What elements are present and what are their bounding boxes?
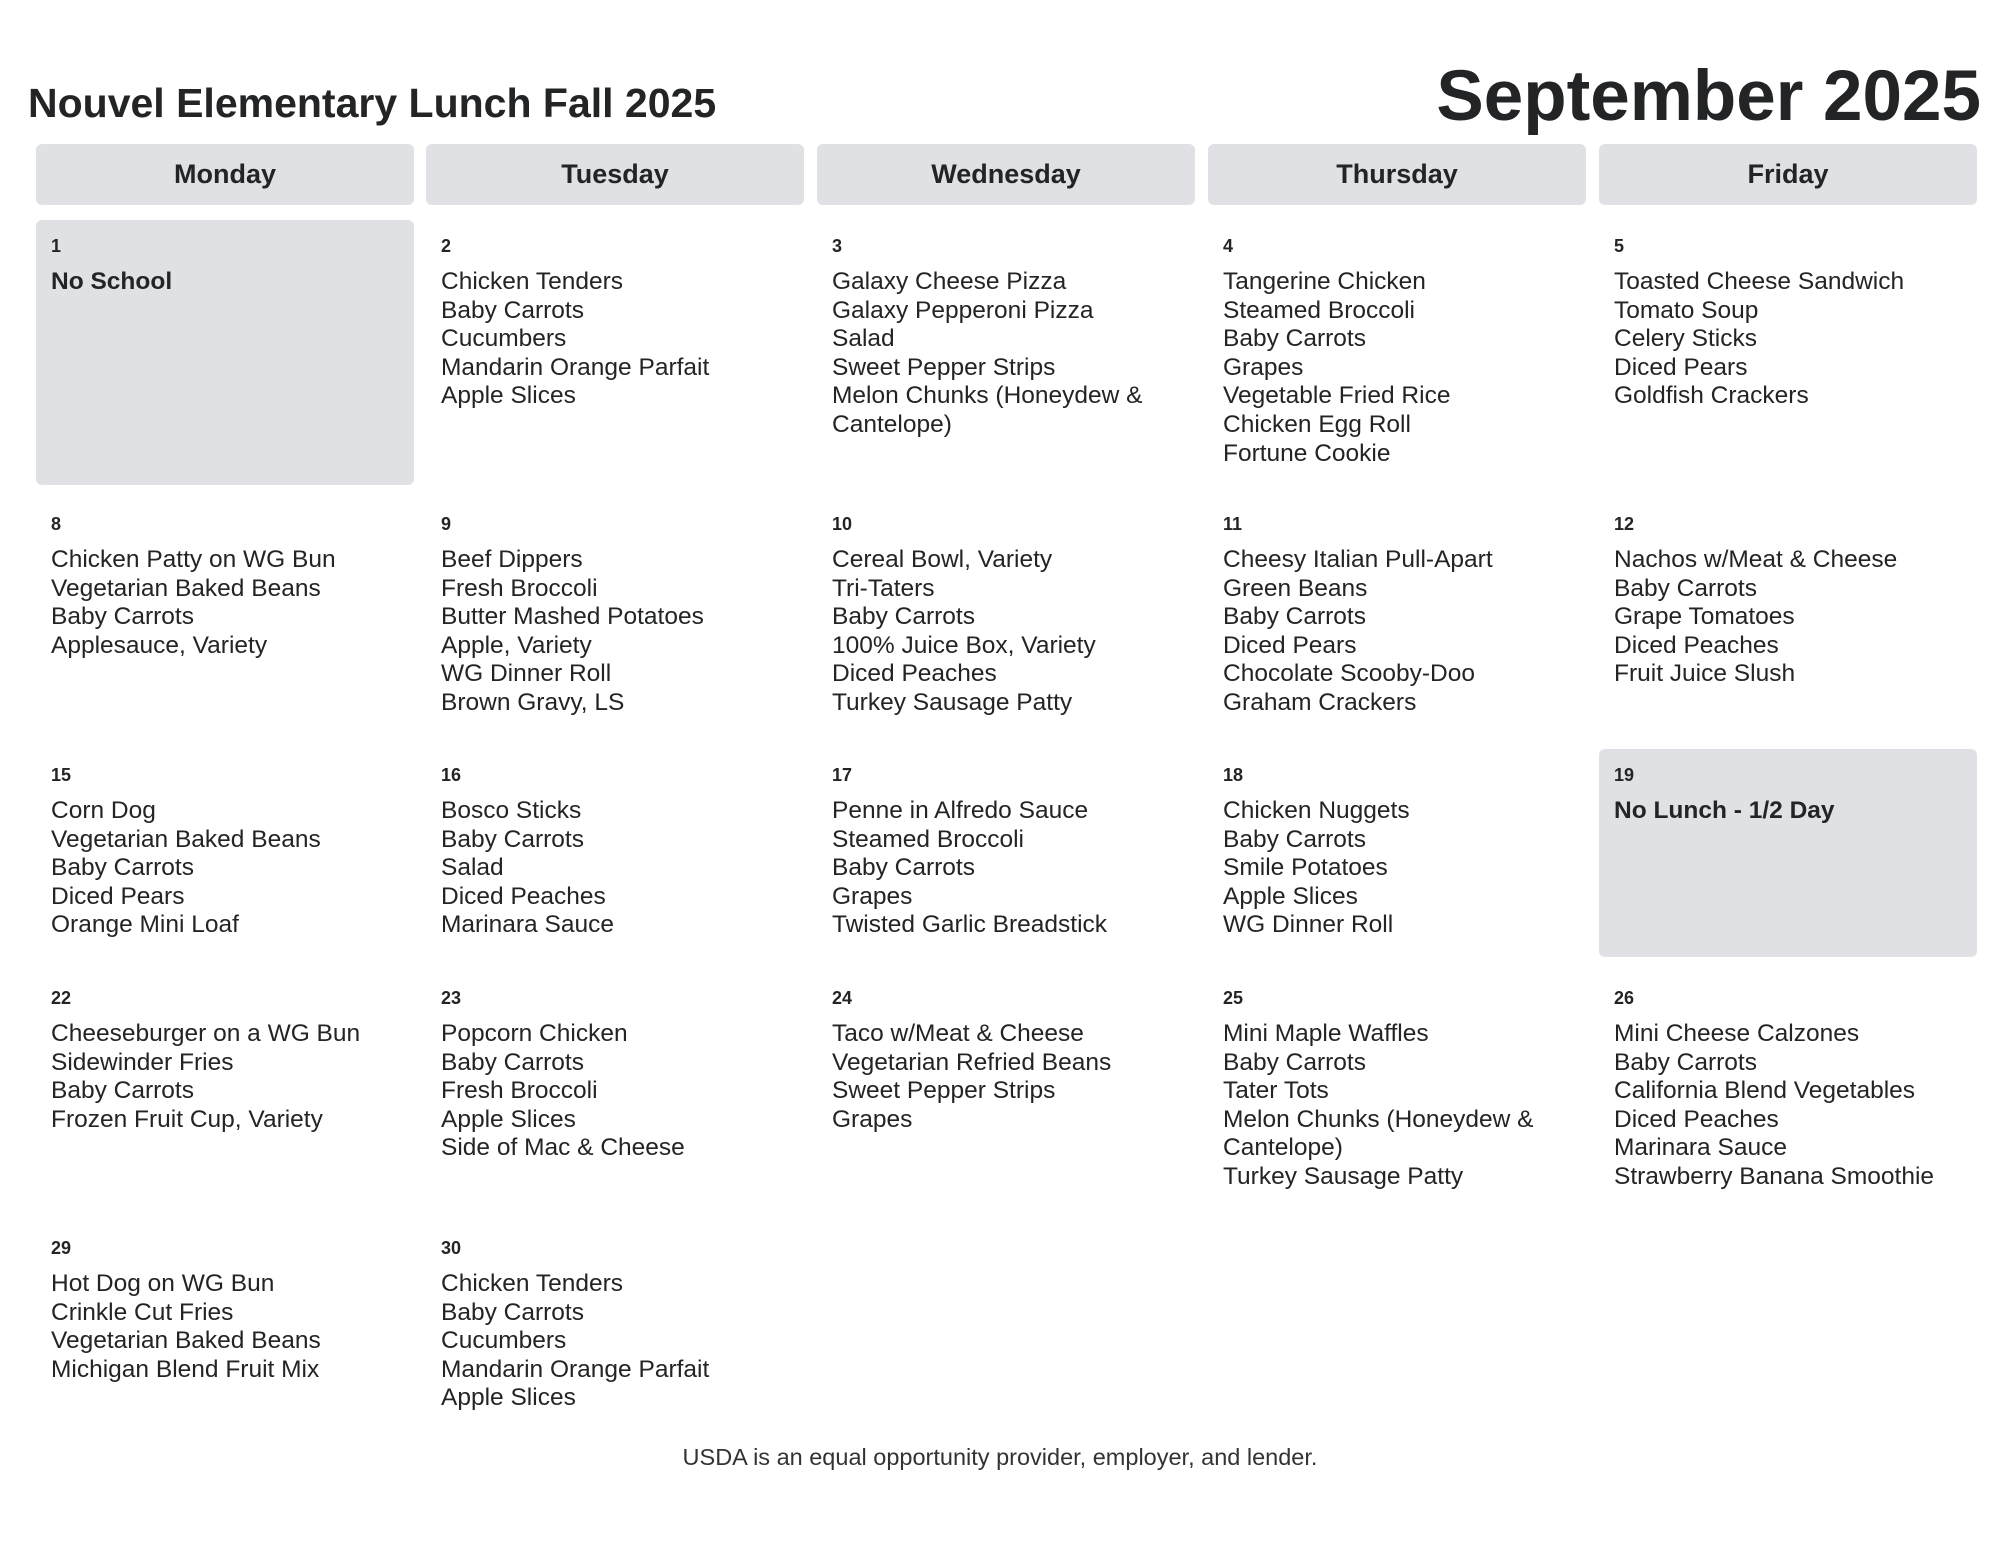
menu-item: Brown Gravy, LS (441, 688, 625, 716)
menu-item: Baby Carrots (832, 603, 975, 631)
menu-item: Apple, Variety (441, 631, 592, 659)
menu-item: Marinara Sauce (1614, 1134, 1787, 1162)
day-number: 1 (51, 236, 62, 256)
menu-list (441, 1020, 796, 1163)
menu-item: Apple Slices (441, 1105, 576, 1133)
menu-item: Chicken Tenders (441, 1270, 624, 1297)
menu-item: Galaxy Cheese Pizza (832, 268, 1067, 295)
menu-item: Taco w/Meat & Cheese (832, 1020, 1084, 1047)
menu-item: Diced Peaches (1614, 631, 1779, 659)
menu-item: Tomato Soup (1614, 296, 1759, 324)
menu-item: Fresh Broccoli (441, 574, 598, 602)
menu-item: Grapes (832, 882, 913, 910)
day-number: 30 (441, 1238, 462, 1258)
closure-note: No Lunch - 1/2 Day (1614, 797, 1835, 824)
menu-item: Apple Slices (441, 382, 576, 410)
menu-item: Diced Peaches (1614, 1105, 1779, 1133)
menu-item: Goldfish Crackers (1614, 382, 1809, 410)
menu-item: Mandarin Orange Parfait (441, 1355, 710, 1383)
menu-item: Melon Chunks (Honeydew & (1223, 1105, 1534, 1133)
menu-item: Celery Sticks (1614, 325, 1757, 353)
day-cell (1599, 749, 1977, 957)
menu-item: Diced Peaches (441, 882, 606, 910)
menu-list (1614, 268, 1969, 411)
day-cell (426, 749, 804, 957)
menu-list (441, 546, 796, 718)
day-number: 12 (1614, 514, 1635, 534)
menu-item: Salad (441, 854, 504, 882)
menu-list (832, 797, 1187, 940)
day-number: 24 (832, 988, 853, 1008)
menu-item: Baby Carrots (51, 854, 194, 882)
menu-item: Vegetarian Baked Beans (51, 1327, 321, 1355)
menu-item: WG Dinner Roll (1223, 911, 1394, 939)
menu-list (1223, 1020, 1578, 1192)
day-number: 15 (51, 765, 72, 785)
menu-item: Cereal Bowl, Variety (832, 546, 1053, 573)
day-cell (1599, 498, 1977, 738)
menu-item: Mandarin Orange Parfait (441, 353, 710, 381)
menu-item: Cucumbers (441, 325, 567, 353)
menu-item: Diced Pears (51, 882, 185, 910)
menu-item: Baby Carrots (441, 1298, 584, 1326)
menu-item: Strawberry Banana Smoothie (1614, 1162, 1935, 1190)
day-number: 16 (441, 765, 462, 785)
menu-item: Frozen Fruit Cup, Variety (51, 1105, 323, 1133)
day-cell (1208, 749, 1586, 957)
menu-item: Fresh Broccoli (441, 1077, 598, 1105)
menu-item: Sweet Pepper Strips (832, 353, 1056, 381)
menu-item: Chicken Nuggets (1223, 797, 1410, 824)
weekday-header-tuesday: Tuesday (426, 144, 804, 205)
day-number: 9 (441, 514, 452, 534)
menu-item: Chicken Egg Roll (1223, 410, 1411, 438)
menu-item: Sidewinder Fries (51, 1048, 234, 1076)
menu-item: Side of Mac & Cheese (441, 1134, 685, 1162)
page-title: Nouvel Elementary Lunch Fall 2025 (28, 80, 717, 126)
menu-list (832, 268, 1187, 440)
day-number: 11 (1223, 514, 1243, 534)
menu-item: Cheesy Italian Pull-Apart (1223, 546, 1493, 573)
day-number: 26 (1614, 988, 1635, 1008)
day-cell (817, 498, 1195, 738)
day-cell (426, 220, 804, 485)
menu-item: Chocolate Scooby-Doo (1223, 660, 1475, 688)
day-cell (426, 972, 804, 1212)
menu-list (51, 1270, 406, 1384)
weekday-header-wednesday: Wednesday (817, 144, 1195, 205)
day-cell (36, 1222, 414, 1452)
menu-item: Penne in Alfredo Sauce (832, 797, 1089, 824)
menu-item: 100% Juice Box, Variety (832, 631, 1096, 659)
menu-list (51, 546, 406, 660)
menu-item: Tater Tots (1223, 1077, 1329, 1105)
menu-item: Hot Dog on WG Bun (51, 1270, 275, 1297)
menu-item: Corn Dog (51, 797, 156, 824)
menu-item: Turkey Sausage Patty (1223, 1162, 1464, 1190)
menu-item: Melon Chunks (Honeydew & (832, 382, 1143, 410)
day-number: 2 (441, 236, 452, 256)
menu-item: Green Beans (1223, 574, 1368, 602)
day-cell (817, 972, 1195, 1212)
day-number: 22 (51, 988, 72, 1008)
menu-item: Orange Mini Loaf (51, 911, 239, 939)
menu-item: Cheeseburger on a WG Bun (51, 1020, 361, 1047)
menu-item: Apple Slices (441, 1384, 576, 1412)
menu-item: Chicken Patty on WG Bun (51, 546, 336, 573)
menu-item: Graham Crackers (1223, 688, 1417, 716)
month-title: September 2025 (1436, 57, 1981, 136)
menu-list (1223, 797, 1578, 940)
menu-list (441, 268, 796, 411)
day-cell (1599, 220, 1977, 485)
weekday-header-thursday: Thursday (1208, 144, 1586, 205)
menu-item: Vegetarian Refried Beans (832, 1048, 1112, 1076)
menu-item: Baby Carrots (1223, 825, 1366, 853)
menu-item: Fortune Cookie (1223, 439, 1391, 467)
menu-item: Baby Carrots (441, 1048, 584, 1076)
menu-item: Nachos w/Meat & Cheese (1614, 546, 1898, 573)
menu-list (51, 268, 406, 297)
menu-item: Twisted Garlic Breadstick (832, 911, 1108, 939)
menu-list (441, 797, 796, 940)
menu-item: Baby Carrots (832, 854, 975, 882)
day-cell (426, 498, 804, 738)
menu-item: Applesauce, Variety (51, 631, 268, 659)
menu-item: Cantelope) (1223, 1134, 1343, 1162)
menu-item: Apple Slices (1223, 882, 1358, 910)
menu-item: Bosco Sticks (441, 797, 582, 824)
menu-item: Galaxy Pepperoni Pizza (832, 296, 1094, 324)
day-cell (817, 220, 1195, 485)
menu-list (51, 797, 406, 940)
menu-item: Beef Dippers (441, 546, 583, 573)
menu-item: Diced Pears (1614, 353, 1748, 381)
menu-item: WG Dinner Roll (441, 660, 612, 688)
menu-item: Popcorn Chicken (441, 1020, 628, 1047)
day-cell (817, 749, 1195, 957)
menu-item: Tangerine Chicken (1223, 268, 1426, 295)
menu-item: Baby Carrots (1614, 1048, 1757, 1076)
day-number: 5 (1614, 236, 1625, 256)
menu-item: Tri-Taters (832, 574, 935, 602)
menu-item: Baby Carrots (441, 296, 584, 324)
day-cell (1208, 972, 1586, 1212)
day-cell (426, 1222, 804, 1452)
menu-list (1614, 546, 1969, 689)
menu-item: Sweet Pepper Strips (832, 1077, 1056, 1105)
menu-item: Salad (832, 325, 895, 353)
menu-item: Diced Peaches (832, 660, 997, 688)
usda-statement: USDA is an equal opportunity provider, employer, and lender. (682, 1444, 1318, 1470)
menu-list (441, 1270, 796, 1413)
menu-item: Grape Tomatoes (1614, 603, 1795, 631)
menu-item: Cucumbers (441, 1327, 567, 1355)
day-number: 4 (1223, 236, 1234, 256)
menu-item: Mini Maple Waffles (1223, 1020, 1429, 1047)
menu-item: Baby Carrots (51, 1077, 194, 1105)
menu-item: Diced Pears (1223, 631, 1357, 659)
menu-item: Steamed Broccoli (1223, 296, 1416, 324)
menu-item: Baby Carrots (441, 825, 584, 853)
menu-list (832, 1020, 1187, 1134)
menu-item: Marinara Sauce (441, 911, 614, 939)
day-number: 19 (1614, 765, 1635, 785)
menu-item: Toasted Cheese Sandwich (1614, 268, 1905, 295)
day-cell (36, 498, 414, 738)
weekday-header-friday: Friday (1599, 144, 1977, 205)
menu-item: Vegetarian Baked Beans (51, 574, 321, 602)
menu-item: Baby Carrots (1614, 574, 1757, 602)
menu-item: Michigan Blend Fruit Mix (51, 1355, 320, 1383)
menu-item: Smile Potatoes (1223, 854, 1388, 882)
menu-list (1614, 797, 1969, 826)
day-cell (1208, 498, 1586, 738)
menu-list (1223, 546, 1578, 718)
day-cell (36, 749, 414, 957)
day-cell (1599, 972, 1977, 1212)
day-number: 10 (832, 514, 853, 534)
day-number: 29 (51, 1238, 72, 1258)
day-number: 17 (832, 765, 853, 785)
menu-item: Baby Carrots (1223, 325, 1366, 353)
menu-item: Butter Mashed Potatoes (441, 603, 704, 631)
menu-item: Baby Carrots (51, 603, 194, 631)
day-number: 23 (441, 988, 462, 1008)
menu-list (51, 1020, 406, 1134)
menu-item: Fruit Juice Slush (1614, 660, 1796, 688)
day-number: 8 (51, 514, 62, 534)
day-cell (36, 220, 414, 485)
menu-item: Vegetarian Baked Beans (51, 825, 321, 853)
day-number: 25 (1223, 988, 1244, 1008)
menu-item: Chicken Tenders (441, 268, 624, 295)
menu-item: Grapes (832, 1105, 913, 1133)
menu-item: Baby Carrots (1223, 1048, 1366, 1076)
day-cell (36, 972, 414, 1212)
weekday-header-monday: Monday (36, 144, 414, 205)
menu-list (1614, 1020, 1969, 1192)
menu-item: Steamed Broccoli (832, 825, 1025, 853)
menu-list (1223, 268, 1578, 468)
menu-item: Crinkle Cut Fries (51, 1298, 234, 1326)
menu-item: California Blend Vegetables (1614, 1077, 1916, 1105)
menu-item: Vegetable Fried Rice (1223, 382, 1451, 410)
closure-note: No School (51, 268, 173, 295)
menu-item: Mini Cheese Calzones (1614, 1020, 1860, 1047)
menu-item: Grapes (1223, 353, 1304, 381)
menu-list (832, 546, 1187, 718)
day-cell (1208, 220, 1586, 485)
menu-item: Turkey Sausage Patty (832, 688, 1073, 716)
day-number: 3 (832, 236, 843, 256)
menu-item: Cantelope) (832, 410, 952, 438)
menu-item: Baby Carrots (1223, 603, 1366, 631)
day-number: 18 (1223, 765, 1244, 785)
